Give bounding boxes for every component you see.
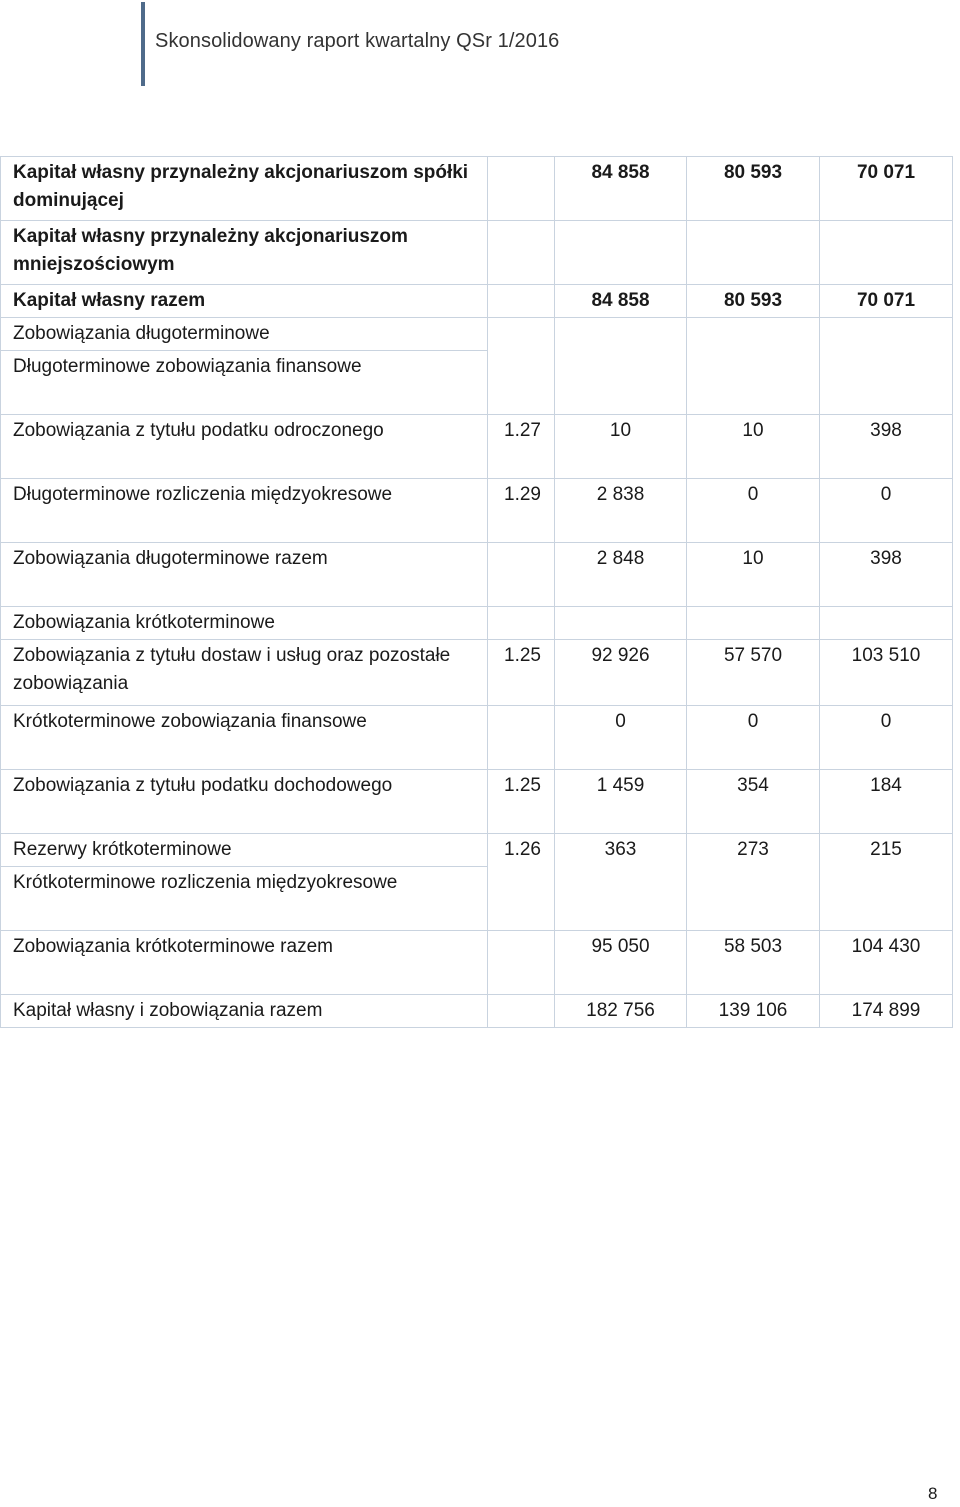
row-label: Długoterminowe rozliczenia międzyokresowe [1, 479, 488, 543]
row-label: Rezerwy krótkoterminowe [1, 834, 488, 867]
value-period-1: 2 838 [555, 479, 687, 543]
row-label: Zobowiązania z tytułu podatku odroczonego [1, 415, 488, 479]
row-label: Kapitał własny przynależny akcjonariuszom mniejszościowym [1, 221, 488, 285]
value-period-1: 2 848 [555, 543, 687, 607]
value-period-3: 0 [820, 706, 953, 770]
table-row [1, 157, 953, 221]
note-ref [488, 543, 555, 607]
value-period-3: 104 430 [820, 931, 953, 995]
value-period-1: 84 858 [555, 157, 687, 221]
table-row [1, 415, 953, 479]
value-period-1: 92 926 [555, 640, 687, 706]
value-period-2: 273 [687, 834, 820, 931]
value-period-3: 174 899 [820, 995, 953, 1028]
table-row [1, 995, 953, 1028]
value-period-1 [555, 221, 687, 285]
value-period-2: 10 [687, 543, 820, 607]
note-ref [488, 318, 555, 415]
row-label: Zobowiązania z tytułu podatku dochodowego [1, 770, 488, 834]
note-ref: 1.25 [488, 770, 555, 834]
note-ref: 1.26 [488, 834, 555, 931]
value-period-3: 215 [820, 834, 953, 931]
note-ref [488, 285, 555, 318]
page-number: 8 [928, 1484, 938, 1503]
value-period-1 [555, 607, 687, 640]
value-period-2: 0 [687, 706, 820, 770]
value-period-3: 70 071 [820, 157, 953, 221]
table-row [1, 834, 953, 867]
table-row [1, 931, 953, 995]
row-label: Zobowiązania długoterminowe [1, 318, 488, 351]
balance-sheet-table [0, 156, 953, 1028]
value-period-3 [820, 221, 953, 285]
note-ref [488, 995, 555, 1028]
value-period-2: 80 593 [687, 157, 820, 221]
row-label: Krótkoterminowe zobowiązania finansowe [1, 706, 488, 770]
value-period-1: 182 756 [555, 995, 687, 1028]
row-label: Zobowiązania z tytułu dostaw i usług oraz pozostałe zobowiązania [1, 640, 488, 706]
value-period-2: 10 [687, 415, 820, 479]
value-period-3 [820, 607, 953, 640]
value-period-1: 0 [555, 706, 687, 770]
note-ref [488, 157, 555, 221]
value-period-3: 0 [820, 479, 953, 543]
table-row [1, 285, 953, 318]
table-row [1, 770, 953, 834]
row-label: Zobowiązania krótkoterminowe [1, 607, 488, 640]
value-period-3: 398 [820, 415, 953, 479]
note-ref [488, 221, 555, 285]
value-period-3: 70 071 [820, 285, 953, 318]
row-label: Kapitał własny razem [1, 285, 488, 318]
note-ref: 1.29 [488, 479, 555, 543]
note-ref: 1.25 [488, 640, 555, 706]
row-label: Kapitał własny i zobowiązania razem [1, 995, 488, 1028]
value-period-2: 354 [687, 770, 820, 834]
note-ref [488, 706, 555, 770]
value-period-3: 103 510 [820, 640, 953, 706]
value-period-2 [687, 221, 820, 285]
value-period-2: 80 593 [687, 285, 820, 318]
value-period-2: 57 570 [687, 640, 820, 706]
table-row [1, 640, 953, 706]
note-ref: 1.27 [488, 415, 555, 479]
note-ref [488, 931, 555, 995]
table-row [1, 479, 953, 543]
value-period-2 [687, 607, 820, 640]
value-period-1: 95 050 [555, 931, 687, 995]
note-ref [488, 607, 555, 640]
value-period-1: 1 459 [555, 770, 687, 834]
value-period-1: 84 858 [555, 285, 687, 318]
value-period-2: 139 106 [687, 995, 820, 1028]
table-row [1, 543, 953, 607]
value-period-3: 184 [820, 770, 953, 834]
value-period-3: 398 [820, 543, 953, 607]
row-label: Kapitał własny przynależny akcjonariuszom spółki dominującej [1, 157, 488, 221]
table-row [1, 221, 953, 285]
value-period-1: 10 [555, 415, 687, 479]
value-period-2 [687, 318, 820, 415]
table-row [1, 706, 953, 770]
table-row [1, 318, 953, 351]
row-label: Krótkoterminowe rozliczenia międzyokresowe [1, 867, 488, 931]
value-period-2: 58 503 [687, 931, 820, 995]
value-period-1: 363 [555, 834, 687, 931]
row-label: Zobowiązania krótkoterminowe razem [1, 931, 488, 995]
table-row [1, 607, 953, 640]
value-period-3 [820, 318, 953, 415]
value-period-2: 0 [687, 479, 820, 543]
header-accent-bar [141, 2, 145, 86]
report-title: Skonsolidowany raport kwartalny QSr 1/2016 [155, 30, 560, 52]
row-label: Długoterminowe zobowiązania finansowe [1, 351, 488, 415]
row-label: Zobowiązania długoterminowe razem [1, 543, 488, 607]
value-period-1 [555, 318, 687, 415]
